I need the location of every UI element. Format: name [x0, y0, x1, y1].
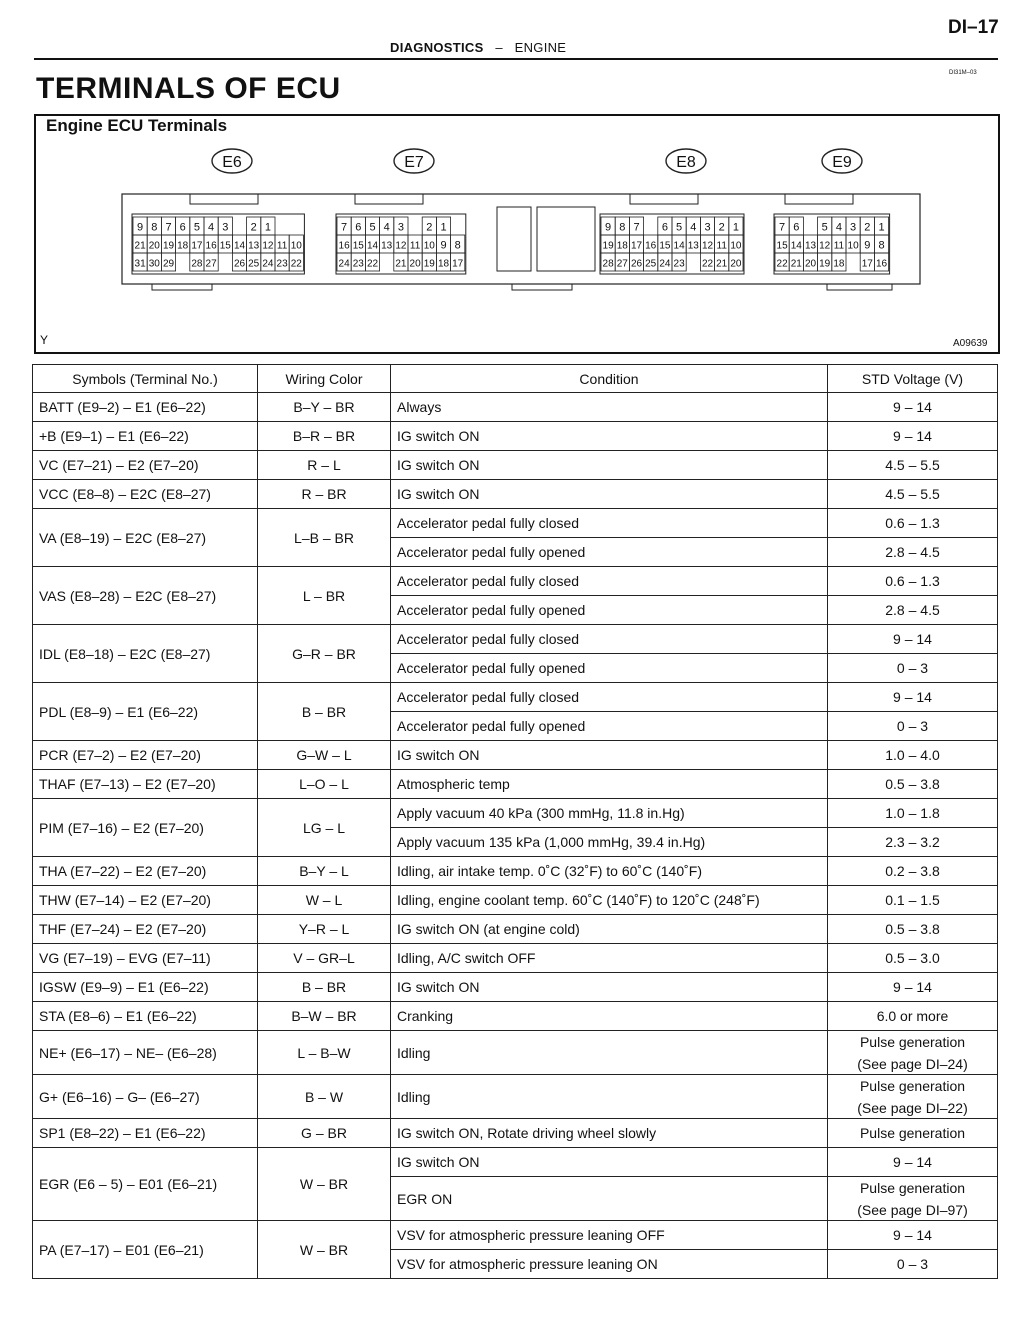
terminal-pin-number: 17: [630, 240, 643, 252]
terminal-pin-number: 16: [338, 240, 350, 252]
terminal-pin-number: 24: [659, 258, 671, 270]
terminal-pin-number: 22: [701, 258, 714, 270]
terminal-symbol: THF (E7–24) – E2 (E7–20): [33, 915, 258, 944]
terminal-pin-number: 15: [776, 240, 788, 252]
terminal-pin-number: 18: [437, 258, 450, 270]
terminal-symbol: THW (E7–14) – E2 (E7–20): [33, 886, 258, 915]
std-voltage: [828, 857, 998, 886]
terminal-pin-number: 3: [397, 221, 404, 234]
table-row: [33, 683, 998, 712]
std-voltage-value: 1.0 – 1.8: [885, 805, 940, 821]
terminal-pin-number: 3: [704, 221, 711, 234]
std-voltage: [828, 567, 998, 596]
terminal-pin-number: 14: [673, 240, 685, 252]
condition: VSV for atmospheric pressure leaning ON: [391, 1250, 828, 1279]
terminal-symbol: THA (E7–22) – E2 (E7–20): [33, 857, 258, 886]
terminal-pin-number: 30: [148, 258, 160, 270]
std-voltage: [828, 625, 998, 654]
connector-label: E7: [404, 154, 424, 171]
terminal-pin-number: 25: [248, 258, 260, 270]
std-voltage-value: 9 – 14: [893, 428, 932, 444]
condition: VSV for atmospheric pressure leaning OFF: [391, 1221, 828, 1250]
connector-lock-tab: [785, 194, 853, 204]
ecu-mount-foot: [512, 284, 572, 290]
terminal-symbol: THAF (E7–13) – E2 (E7–20): [33, 770, 258, 799]
terminal-pin-number: 14: [790, 240, 802, 252]
condition: Cranking: [391, 1002, 828, 1031]
terminal-pin-number: 13: [381, 240, 393, 252]
std-voltage-note: (See page DI–24): [857, 1055, 968, 1072]
terminal-pin-number: 28: [602, 258, 614, 270]
std-voltage-value: 0.1 – 1.5: [885, 892, 940, 908]
terminal-pin-number: 2: [718, 221, 725, 234]
condition: IG switch ON, Rotate driving wheel slowly: [391, 1119, 828, 1148]
std-voltage-value: 9 – 14: [893, 979, 932, 995]
condition: IG switch ON: [391, 973, 828, 1002]
terminal-pin-number: 1: [878, 221, 885, 234]
terminal-symbol: BATT (E9–2) – E1 (E6–22): [33, 393, 258, 422]
connector-lock-tab: [630, 194, 698, 204]
terminal-pin-number: 24: [262, 258, 274, 270]
table-row: [33, 451, 998, 480]
terminal-pin-number: 15: [219, 240, 231, 252]
section-header: [390, 40, 566, 55]
terminal-pin-number: 13: [804, 240, 817, 252]
std-voltage-value: Pulse generation: [859, 1179, 966, 1196]
condition: Always: [391, 393, 828, 422]
terminal-symbol: PCR (E7–2) – E2 (E7–20): [33, 741, 258, 770]
std-voltage: [828, 683, 998, 712]
terminal-pin-number: 26: [233, 258, 246, 270]
std-voltage: [828, 1031, 998, 1075]
wiring-color: L–O – L: [258, 770, 391, 799]
table-row: [33, 480, 998, 509]
std-voltage-value: 4.5 – 5.5: [885, 486, 940, 502]
terminal-pin-number: 29: [162, 258, 175, 270]
table-row: [33, 393, 998, 422]
condition: IG switch ON: [391, 1148, 828, 1177]
terminal-pin-number: 1: [264, 221, 271, 234]
std-voltage-value: 0 – 3: [896, 1256, 929, 1272]
wiring-color: V – GR–L: [258, 944, 391, 973]
terminal-pin-number: 6: [793, 221, 800, 234]
terminal-pin-number: 25: [645, 258, 657, 270]
std-voltage: [828, 741, 998, 770]
terminal-pin-number: 12: [395, 240, 407, 252]
std-voltage-value: 4.5 – 5.5: [885, 457, 940, 473]
terminal-symbol: NE+ (E6–17) – NE– (E6–28): [33, 1031, 258, 1075]
condition: Apply vacuum 40 kPa (300 mmHg, 11.8 in.Hg): [391, 799, 828, 828]
wiring-color: B–Y – L: [258, 857, 391, 886]
std-voltage: [828, 451, 998, 480]
std-voltage: [828, 1119, 998, 1148]
table-row: [33, 1119, 998, 1148]
std-voltage: [828, 1221, 998, 1250]
terminal-symbol: G+ (E6–16) – G– (E6–27): [33, 1075, 258, 1119]
terminal-symbol: VC (E7–21) – E2 (E7–20): [33, 451, 258, 480]
std-voltage: [828, 1002, 998, 1031]
condition: Accelerator pedal fully closed: [391, 683, 828, 712]
ecu-mount-foot: [152, 284, 212, 290]
terminal-pin-number: 16: [645, 240, 657, 252]
condition: Accelerator pedal fully opened: [391, 596, 828, 625]
figure-code: A09639: [953, 338, 988, 349]
terminal-pin-number: 8: [151, 221, 158, 234]
std-voltage-value: Pulse generation: [859, 1125, 966, 1141]
connector-blank-block: [537, 207, 595, 271]
std-voltage-value: 9 – 14: [893, 631, 932, 647]
table-row: [33, 973, 998, 1002]
terminal-pin-number: 13: [687, 240, 699, 252]
terminal-symbol: VAS (E8–28) – E2C (E8–27): [33, 567, 258, 625]
std-voltage: [828, 480, 998, 509]
condition: IG switch ON (at engine cold): [391, 915, 828, 944]
terminal-symbol: STA (E8–6) – E1 (E6–22): [33, 1002, 258, 1031]
terminal-symbol: IDL (E8–18) – E2C (E8–27): [33, 625, 258, 683]
std-voltage: [828, 654, 998, 683]
condition: Accelerator pedal fully opened: [391, 712, 828, 741]
terminal-pin-number: 10: [423, 240, 435, 252]
terminal-pin-number: 3: [850, 221, 857, 234]
connector-lock-tab: [355, 194, 423, 204]
terminal-pin-number: 27: [616, 258, 628, 270]
figure-corner-mark: Y: [40, 333, 49, 347]
terminal-pin-number: 9: [864, 239, 871, 252]
std-voltage-value: 9 – 14: [893, 1154, 932, 1170]
terminal-pin-number: 8: [454, 239, 461, 252]
terminal-pin-number: 1: [440, 221, 447, 234]
std-voltage: [828, 1075, 998, 1119]
std-voltage: [828, 799, 998, 828]
std-voltage: [828, 1177, 998, 1221]
terminal-pin-number: 21: [790, 258, 802, 270]
table-row: [33, 915, 998, 944]
table-row: [33, 1148, 998, 1177]
terminal-symbol: VA (E8–19) – E2C (E8–27): [33, 509, 258, 567]
terminal-pin-number: 4: [383, 221, 390, 234]
ecu-terminal-table: [32, 364, 998, 1279]
wiring-color: B – W: [258, 1075, 391, 1119]
terminal-pin-number: 3: [222, 221, 229, 234]
table-row: [33, 770, 998, 799]
ecu-mount-foot: [827, 284, 892, 290]
condition: IG switch ON: [391, 480, 828, 509]
condition: Idling, air intake temp. 0˚C (32˚F) to 60˚C (140˚F): [391, 857, 828, 886]
condition: Accelerator pedal fully opened: [391, 538, 828, 567]
std-voltage-value: Pulse generation: [859, 1033, 966, 1050]
terminal-pin-number: 9: [605, 221, 612, 234]
std-voltage: [828, 973, 998, 1002]
terminal-pin-number: 6: [179, 221, 186, 234]
table-row: [33, 741, 998, 770]
std-voltage-note: (See page DI–22): [857, 1099, 968, 1116]
terminal-pin-number: 19: [602, 240, 614, 252]
std-voltage: [828, 712, 998, 741]
condition: Idling: [391, 1075, 828, 1119]
header-wiring-color: Wiring Color: [258, 365, 391, 393]
table-row: [33, 1031, 998, 1075]
terminal-pin-number: 17: [861, 258, 873, 270]
condition: Atmospheric temp: [391, 770, 828, 799]
std-voltage: [828, 828, 998, 857]
terminal-pin-number: 17: [191, 240, 203, 252]
terminal-pin-number: 11: [276, 240, 288, 252]
terminal-pin-number: 15: [352, 240, 364, 252]
terminal-symbol: IGSW (E9–9) – E1 (E6–22): [33, 973, 258, 1002]
std-voltage: [828, 1148, 998, 1177]
std-voltage-value: 2.8 – 4.5: [885, 544, 940, 560]
terminal-pin-number: 11: [716, 240, 727, 252]
table-row: [33, 1002, 998, 1031]
terminal-pin-number: 16: [205, 240, 217, 252]
table-row: [33, 944, 998, 973]
wiring-color: L – B–W: [258, 1031, 391, 1075]
std-voltage-value: 0.5 – 3.8: [885, 921, 940, 937]
condition: Accelerator pedal fully opened: [391, 654, 828, 683]
table-row: [33, 799, 998, 828]
connector-label: E6: [222, 154, 242, 171]
terminal-pin-number: 2: [250, 221, 257, 234]
terminal-pin-number: 12: [262, 240, 274, 252]
header-std-voltage: STD Voltage (V): [828, 365, 998, 393]
terminal-pin-number: 20: [409, 258, 421, 270]
terminal-symbol: PDL (E8–9) – E1 (E6–22): [33, 683, 258, 741]
wiring-color: L – BR: [258, 567, 391, 625]
std-voltage-value: 0.6 – 1.3: [885, 515, 940, 531]
std-voltage: [828, 1250, 998, 1279]
wiring-color: B – BR: [258, 973, 391, 1002]
condition: IG switch ON: [391, 741, 828, 770]
terminal-pin-number: 19: [819, 258, 831, 270]
condition: Idling: [391, 1031, 828, 1075]
terminal-pin-number: 5: [821, 221, 828, 234]
figure-title: Engine ECU Terminals: [46, 116, 228, 135]
terminal-symbol: VCC (E8–8) – E2C (E8–27): [33, 480, 258, 509]
terminal-pin-number: 2: [864, 221, 871, 234]
terminal-pin-number: 19: [162, 240, 175, 252]
std-voltage-value: 9 – 14: [893, 689, 932, 705]
condition: IG switch ON: [391, 451, 828, 480]
table-row: [33, 1075, 998, 1119]
terminal-pin-number: 6: [355, 221, 362, 234]
terminal-pin-number: 18: [177, 240, 189, 252]
page-title: TERMINALS OF ECU: [36, 72, 341, 105]
terminal-pin-number: 8: [878, 239, 885, 252]
connector-label: E9: [832, 154, 852, 171]
wiring-color: G–R – BR: [258, 625, 391, 683]
wiring-color: L–B – BR: [258, 509, 391, 567]
std-voltage-value: Pulse generation: [859, 1077, 966, 1094]
terminal-pin-number: 20: [730, 258, 742, 270]
table-row: [33, 857, 998, 886]
terminal-pin-number: 5: [369, 221, 376, 234]
terminal-pin-number: 4: [835, 221, 842, 234]
terminal-pin-number: 18: [616, 240, 628, 252]
terminal-pin-number: 22: [366, 258, 379, 270]
terminal-pin-number: 11: [833, 240, 845, 252]
std-voltage-value: 0.5 – 3.8: [885, 776, 940, 792]
table-row: [33, 422, 998, 451]
terminal-pin-number: 10: [290, 240, 302, 252]
subsection-name: ENGINE: [514, 40, 567, 55]
std-voltage-value: 0.6 – 1.3: [885, 573, 940, 589]
ecu-connector-diagram: [34, 114, 996, 350]
terminal-pin-number: 7: [779, 221, 786, 234]
terminal-pin-number: 23: [276, 258, 288, 270]
terminal-pin-number: 18: [833, 258, 845, 270]
terminal-pin-number: 7: [341, 221, 348, 234]
terminal-pin-number: 22: [776, 258, 788, 270]
terminal-pin-number: 21: [134, 240, 146, 252]
terminal-pin-number: 27: [205, 258, 217, 270]
terminal-pin-number: 4: [208, 221, 215, 234]
terminal-pin-number: 14: [366, 240, 379, 252]
wiring-color: B–W – BR: [258, 1002, 391, 1031]
terminal-pin-number: 26: [630, 258, 643, 270]
terminal-pin-number: 9: [137, 221, 144, 234]
condition: IG switch ON: [391, 422, 828, 451]
std-voltage-value: 2.8 – 4.5: [885, 602, 940, 618]
condition: EGR ON: [391, 1177, 828, 1221]
condition: Idling, engine coolant temp. 60˚C (140˚F) to 120˚C (248˚F): [391, 886, 828, 915]
std-voltage: [828, 538, 998, 567]
wiring-color: G–W – L: [258, 741, 391, 770]
table-row: [33, 625, 998, 654]
condition: Accelerator pedal fully closed: [391, 625, 828, 654]
terminal-pin-number: 19: [423, 258, 435, 270]
terminal-pin-number: 7: [165, 221, 172, 234]
terminal-pin-number: 6: [661, 221, 668, 234]
terminal-symbol: VG (E7–19) – EVG (E7–11): [33, 944, 258, 973]
terminal-pin-number: 23: [352, 258, 364, 270]
terminal-pin-number: 10: [730, 240, 742, 252]
section-name: DIAGNOSTICS: [390, 40, 484, 55]
terminal-pin-number: 7: [633, 221, 640, 234]
terminal-symbol: PA (E7–17) – E01 (E6–21): [33, 1221, 258, 1279]
terminal-pin-number: 2: [426, 221, 433, 234]
terminal-pin-number: 13: [248, 240, 260, 252]
wiring-color: LG – L: [258, 799, 391, 857]
terminal-pin-number: 21: [716, 258, 728, 270]
terminal-pin-number: 5: [193, 221, 200, 234]
terminal-pin-number: 24: [338, 258, 350, 270]
std-voltage: [828, 596, 998, 625]
std-voltage-value: 1.0 – 4.0: [885, 747, 940, 763]
terminal-symbol: PIM (E7–16) – E2 (E7–20): [33, 799, 258, 857]
terminal-pin-number: 11: [409, 240, 421, 252]
terminal-symbol: +B (E9–1) – E1 (E6–22): [33, 422, 258, 451]
terminal-pin-number: 17: [452, 258, 464, 270]
wiring-color: B–Y – BR: [258, 393, 391, 422]
wiring-color: W – BR: [258, 1148, 391, 1221]
connector-lock-tab: [190, 194, 258, 204]
wiring-color: G – BR: [258, 1119, 391, 1148]
wiring-color: W – L: [258, 886, 391, 915]
terminal-pin-number: 5: [676, 221, 683, 234]
wiring-color: W – BR: [258, 1221, 391, 1279]
wiring-color: R – L: [258, 451, 391, 480]
condition: Apply vacuum 135 kPa (1,000 mmHg, 39.4 in.Hg): [391, 828, 828, 857]
section-separator: –: [495, 40, 503, 55]
header-symbols: Symbols (Terminal No.): [33, 365, 258, 393]
table-row: [33, 886, 998, 915]
std-voltage-value: 9 – 14: [893, 399, 932, 415]
std-voltage-value: 9 – 14: [893, 1227, 932, 1243]
std-voltage: [828, 422, 998, 451]
terminal-symbol: SP1 (E8–22) – E1 (E6–22): [33, 1119, 258, 1148]
header-condition: Condition: [391, 365, 828, 393]
header-rule: [34, 58, 998, 60]
terminal-pin-number: 9: [440, 239, 447, 252]
std-voltage-value: 0.2 – 3.8: [885, 863, 940, 879]
std-voltage: [828, 886, 998, 915]
terminal-symbol: EGR (E6 – 5) – E01 (E6–21): [33, 1148, 258, 1221]
terminal-pin-number: 28: [191, 258, 203, 270]
terminal-pin-number: 31: [134, 258, 146, 270]
std-voltage-value: 6.0 or more: [876, 1008, 949, 1024]
std-voltage: [828, 944, 998, 973]
table-row: [33, 509, 998, 538]
connector-label: E8: [676, 154, 696, 171]
terminal-pin-number: 22: [290, 258, 302, 270]
std-voltage-value: 0.5 – 3.0: [885, 950, 940, 966]
wiring-color: R – BR: [258, 480, 391, 509]
terminal-pin-number: 16: [875, 258, 888, 270]
terminal-pin-number: 21: [395, 258, 407, 270]
page-number: DI–17: [948, 17, 999, 38]
terminal-pin-number: 12: [819, 240, 831, 252]
std-voltage: [828, 393, 998, 422]
condition: Accelerator pedal fully closed: [391, 509, 828, 538]
table-row: [33, 1221, 998, 1250]
terminal-pin-number: 1: [732, 221, 739, 234]
wiring-color: Y–R – L: [258, 915, 391, 944]
terminal-pin-number: 14: [233, 240, 246, 252]
condition: Idling, A/C switch OFF: [391, 944, 828, 973]
wiring-color: B – BR: [258, 683, 391, 741]
terminal-pin-number: 4: [690, 221, 697, 234]
terminal-pin-number: 20: [804, 258, 817, 270]
terminal-pin-number: 23: [673, 258, 685, 270]
std-voltage-value: 0 – 3: [896, 718, 929, 734]
terminal-pin-number: 8: [619, 221, 626, 234]
document-code: DI31M–03: [949, 70, 977, 76]
std-voltage: [828, 509, 998, 538]
wiring-color: B–R – BR: [258, 422, 391, 451]
terminal-pin-number: 10: [847, 240, 859, 252]
condition: Accelerator pedal fully closed: [391, 567, 828, 596]
terminal-pin-number: 15: [659, 240, 671, 252]
terminal-pin-number: 20: [148, 240, 160, 252]
std-voltage: [828, 770, 998, 799]
table-row: [33, 567, 998, 596]
std-voltage-value: 2.3 – 3.2: [885, 834, 940, 850]
terminal-pin-number: 12: [701, 240, 714, 252]
std-voltage: [828, 915, 998, 944]
connector-blank-block: [497, 207, 531, 271]
std-voltage-note: (See page DI–97): [857, 1201, 968, 1218]
std-voltage-value: 0 – 3: [896, 660, 929, 676]
